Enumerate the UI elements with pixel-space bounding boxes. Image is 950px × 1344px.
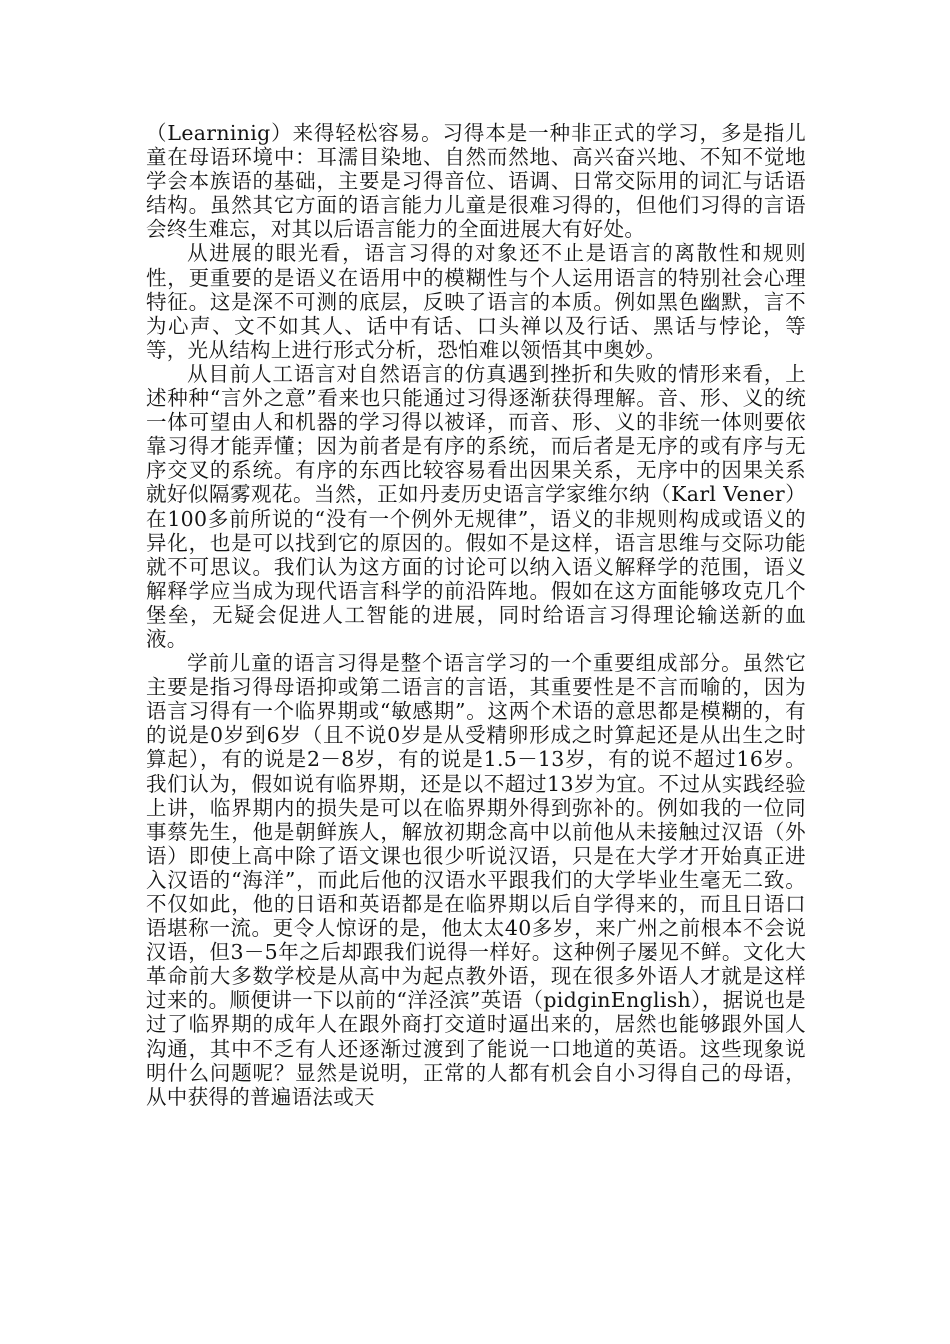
paragraph-3: 从目前人工语言对自然语言的仿真遇到挫折和失败的情形来看，上述种种“言外之意”看来也只能通过习得逐渐获得理解。音、形、义的统一体可望由人和机器的学习得以被译，而音、形、义的非统一体则要依靠习得才能弄懂；因为前者是有序的系统，而后者是无序的或有序与无序交叉的系统。有序的东西比较容易看出因果关系，无序中的因果关系就好似隔雾观花。当然，正如丹麦历史语言学家维尔纳（Karl Vener）在100多前所说的“没有一个例外无规律”，语义的非规则构成或语义的异化，也是可以找到它的原因的。假如不是这样，语言思维与交际功能就不可思议。我们认为这方面的讨论可以纳入语义解释学的范围，语义解释学应当成为现代语言科学的前沿阵地。假如在这方面能够攻克几个堡垒，无疑会促进人工智能的进展，同时给语言习得理论输送新的血液。 <box>146 361 806 651</box>
paragraph-2: 从进展的眼光看，语言习得的对象还不止是语言的离散性和规则性，更重要的是语义在语用中的模糊性与个人运用语言的特别社会心理特征。这是深不可测的底层，反映了语言的本质。例如黑色幽默，言不为心声、文不如其人、话中有话、口头禅以及行话、黑话与悖论，等等，光从结构上进行形式分析，恐怕难以领悟其中奥妙。 <box>146 241 806 362</box>
document-body <box>146 121 806 1109</box>
paragraph-4: 学前儿童的语言习得是整个语言学习的一个重要组成部分。虽然它主要是指习得母语抑或第二语言的言语，其重要性是不言而喻的，因为语言习得有一个临界期或“敏感期”。这两个术语的意思都是模糊的，有的说是0岁到6岁（且不说0岁是从受精卵形成之时算起还是从出生之时算起），有的说是2－8岁，有的说是1.5－13岁，有的说不超过16岁。我们认为，假如说有临界期，还是以不超过13岁为宜。不过从实践经验上讲，临界期内的损失是可以在临界期外得到弥补的。例如我的一位同事蔡先生，他是朝鲜族人，解放初期念高中以前他从未接触过汉语（外语）即使上高中除了语文课也很少听说汉语，只是在大学才开始真正进入汉语的“海洋”，而此后他的汉语水平跟我们的大学毕业生毫无二致。不仅如此，他的日语和英语都是在临界期以后自学得来的，而且日语口语堪称一流。更令人惊讶的是，他太太40多岁，来广州之前根本不会说汉语，但3－5年之后却跟我们说得一样好。这种例子屡见不鲜。文化大革命前大多数学校是从高中为起点教外语，现在很多外语人才就是这样过来的。顺便讲一下以前的“洋泾滨”英语（pidginEnglish），据说也是过了临界期的成年人在跟外商打交道时逼出来的，居然也能够跟外国人沟通，其中不乏有人还逐渐过渡到了能说一口地道的英语。这些现象说明什么问题呢？显然是说明，正常的人都有机会自小习得自己的母语，从中获得的普遍语法或天 <box>146 651 806 1109</box>
paragraph-1: （Learninig）来得轻松容易。习得本是一种非正式的学习，多是指儿童在母语环境中：耳濡目染地、自然而然地、高兴奋兴地、不知不觉地学会本族语的基础，主要是习得音位、语调、日常交际用的词汇与话语结构。虽然其它方面的语言能力儿童是很难习得的，但他们习得的言语会终生难忘，对其以后语言能力的全面进展大有好处。 <box>146 121 806 242</box>
